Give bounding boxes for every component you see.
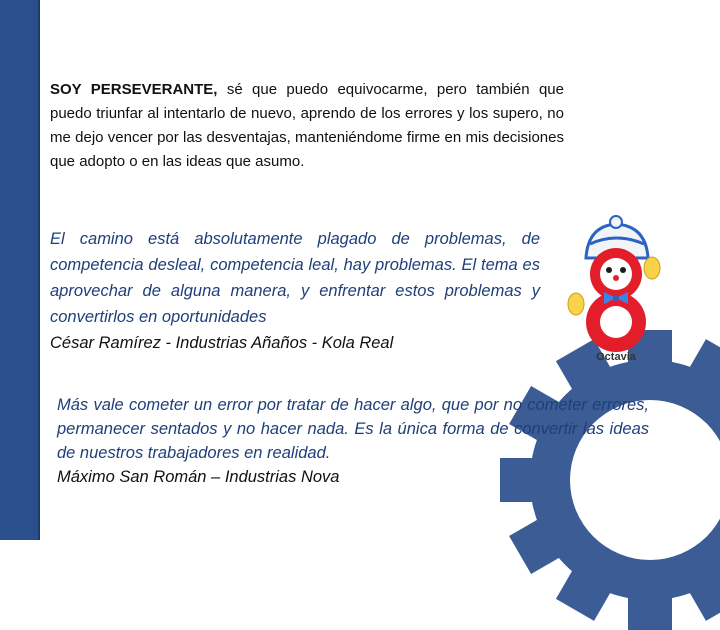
quote-san-roman [57, 393, 649, 489]
left-accent-bar [0, 0, 40, 540]
octavia-mascot-illustration [566, 214, 666, 364]
quote-san-roman-text: Más vale cometer un error por tratar de hacer algo, que por no cometer errores, permanecer sentados y no hacer nada. Es la única forma de convertir las ideas de nuestros trabajadores en realidad. [57, 396, 649, 462]
quote-ramirez [50, 226, 540, 356]
mascot-label: Octavia [596, 351, 636, 363]
perseverance-text: sé que puedo equivocarme, pero también que puedo triunfar al intentarlo de nuevo, aprendo de los errores y los supero, no me dejo vencer por las desventajas, manteniéndome firme en mis decisiones que adopto o en las ideas que asumo. [50, 81, 564, 170]
quote-ramirez-author: César Ramírez - Industrias Añaños - Kola Real [50, 334, 394, 352]
perseverance-lead: SOY PERSEVERANTE, [50, 81, 218, 98]
quote-ramirez-text: El camino está absolutamente plagado de problemas, de competencia desleal, competencia leal, hay problemas. El tema es aprovechar de alguna manera, y enfrentar estos problemas y convertirlos en oportunidades [50, 230, 540, 326]
quote-san-roman-author: Máximo San Román – Industrias Nova [57, 468, 340, 486]
perseverance-paragraph [50, 78, 564, 174]
